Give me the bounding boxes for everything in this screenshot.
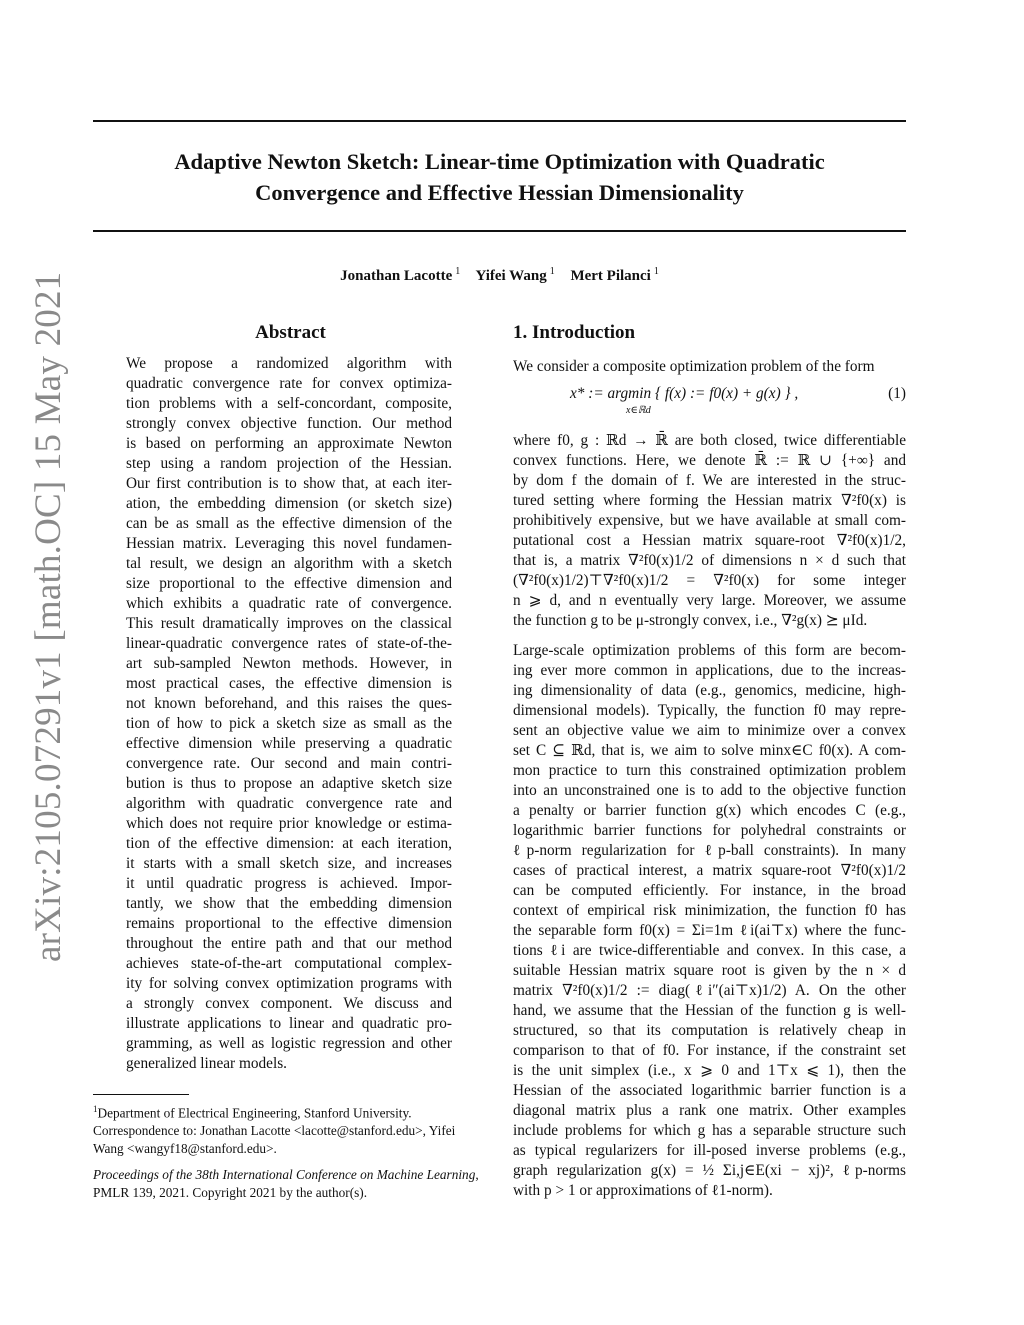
author-affiliation-mark: 1 bbox=[455, 266, 461, 277]
text-line: ity for solving convex optimization programs with bbox=[126, 975, 452, 992]
text-line: can be as small as the effective dimension of the bbox=[126, 515, 452, 532]
abstract-body bbox=[126, 354, 452, 1074]
text-line: gramming, as well as logistic regression and other bbox=[126, 1035, 452, 1052]
text-line: n ⩾ d, and n eventually very large. Moreover, we assume bbox=[513, 592, 906, 609]
text-line: Hessian of the associated logarithmic barrier function is a bbox=[513, 1082, 906, 1099]
author-name: Yifei Wang bbox=[475, 268, 547, 284]
abstract-heading: Abstract bbox=[255, 322, 326, 343]
text-line: strongly convex objective function. Our method bbox=[126, 415, 452, 432]
equation-1 bbox=[513, 385, 906, 421]
footnote bbox=[93, 1100, 488, 1158]
proceedings-note bbox=[93, 1166, 488, 1202]
author-name: Jonathan Lacotte bbox=[340, 268, 453, 284]
text-line: ing ever more common in applications, due to the increas- bbox=[513, 662, 906, 679]
text-line: include problems for which g has a separable structure such bbox=[513, 1122, 906, 1139]
text-line: by dom f the domain of f. We are interested in the struc- bbox=[513, 472, 906, 489]
text-line: is based on performing an approximate Newton bbox=[126, 435, 452, 452]
text-line: context of empirical risk minimization, the function f0 has bbox=[513, 902, 906, 919]
text-line: logarithmic barrier functions for polyhedral constraints or bbox=[513, 822, 906, 839]
text-line: tured setting where forming the Hessian matrix ∇²f0(x) is bbox=[513, 492, 906, 509]
text-line: it until quadratic progress is achieved. Impor- bbox=[126, 875, 452, 892]
equation-expression: x* := argmin { f(x) := f0(x) + g(x) } , bbox=[570, 385, 799, 402]
text-line: is the unit simplex (i.e., x ⩾ 0 and 1⊤x ⩽ 1), then the bbox=[513, 1062, 906, 1079]
top-rule bbox=[93, 120, 906, 122]
text-line: structured, so that its computation is relatively cheap in bbox=[513, 1022, 906, 1039]
text-line: quadratic convergence rate for convex optimiza- bbox=[126, 375, 452, 392]
text-line: convergence rate. Our second and main contri- bbox=[126, 755, 452, 772]
text-line: into an unconstrained one is to add to the objective function bbox=[513, 782, 906, 799]
text-line: art sub-sampled Newton methods. However, in bbox=[126, 655, 452, 672]
text-line: tion of how to pick a sketch size as small as the bbox=[126, 715, 452, 732]
text-line: suitable Hessian matrix square root is given by the n × d bbox=[513, 962, 906, 979]
text-line: matrix ∇²f0(x)1/2 := diag(ℓi″(ai⊤x)1/2) A. On the other bbox=[513, 982, 906, 999]
arxiv-side-stamp: arXiv:2105.07291v1 [math.OC] 15 May 2021 bbox=[28, 271, 69, 962]
text-line: comparison to that of f0. For instance, if the constraint set bbox=[513, 1042, 906, 1059]
text-line: tion of the effective dimension: at each iteration, bbox=[126, 835, 452, 852]
text-line: remains proportional to the effective dimension bbox=[126, 915, 452, 932]
equation-number: (1) bbox=[888, 385, 906, 402]
text-line: that is, a matrix ∇²f0(x)1/2 of dimensions n × d such that bbox=[513, 552, 906, 569]
text-line: a strongly convex component. We discuss and bbox=[126, 995, 452, 1012]
footnote-text: Department of Electrical Engineering, Stanford University. Correspondence to: Jonathan Lacotte <lacotte@stanford.edu>, Yifei Wang <wangyf18@stanford.edu>. bbox=[93, 1105, 456, 1157]
text-line: where f0, g : ℝd → ℝ̄ are both closed, twice differentiable bbox=[513, 432, 906, 449]
text-line: hand, we assume that the Hessian of the function g is well- bbox=[513, 1002, 906, 1019]
text-line: (∇²f0(x)1/2)⊤∇²f0(x)1/2 = ∇²f0(x) for some integer bbox=[513, 572, 906, 589]
text-line: ℓp-norm regularization for ℓp-ball constraints). In many bbox=[513, 842, 906, 859]
text-line: it starts with a small sketch size, and increases bbox=[126, 855, 452, 872]
text-line: set C ⊆ ℝd, that is, we aim to solve minx∈C f0(x). A com- bbox=[513, 742, 906, 759]
title-line: Adaptive Newton Sketch: Linear-time Optimization with Quadratic bbox=[174, 149, 825, 174]
text-line: mon practice to turn this constrained optimization problem bbox=[513, 762, 906, 779]
text-line: ation, the embedding dimension (or sketch size) bbox=[126, 495, 452, 512]
text-line: Hessian matrix. Leveraging this novel fundamen- bbox=[126, 535, 452, 552]
intro-lead: We consider a composite optimization problem of the form bbox=[513, 358, 875, 375]
title-line: Convergence and Effective Hessian Dimensionality bbox=[255, 180, 744, 205]
text-line: graph regularization g(x) = ½ Σi,j∈E(xi − xj)², ℓp-norms bbox=[513, 1162, 906, 1179]
text-line: convex functions. Here, we denote ℝ̄ := ℝ ∪ {+∞} and bbox=[513, 452, 906, 469]
text-line: tal result, we design an algorithm with a sketch bbox=[126, 555, 452, 572]
text-line: sent an objective value we aim to minimize over a convex bbox=[513, 722, 906, 739]
text-line: which exhibits a quadratic rate of convergence. bbox=[126, 595, 452, 612]
text-line: bution is thus to propose an adaptive sketch size bbox=[126, 775, 452, 792]
text-line: the separable form f0(x) = Σi=1m ℓi(ai⊤x) where the func- bbox=[513, 922, 906, 939]
text-line: ing dimensionality of data (e.g., genomics, medicine, high- bbox=[513, 682, 906, 699]
text-line: generalized linear models. bbox=[126, 1055, 287, 1072]
text-line: putational cost a Hessian matrix square-root ∇²f0(x)1/2, bbox=[513, 532, 906, 549]
text-line: which does not require prior knowledge or estima- bbox=[126, 815, 452, 832]
footnote-rule bbox=[93, 1094, 189, 1095]
text-line: dimensional models). Typically, the function f0 may repre- bbox=[513, 702, 906, 719]
text-line: size proportional to the effective dimension and bbox=[126, 575, 452, 592]
text-line: tantly, we show that the embedding dimension bbox=[126, 895, 452, 912]
text-line: cases of practical interest, a matrix square-root ∇²f0(x)1/2 bbox=[513, 862, 906, 879]
text-line: algorithm with quadratic convergence rate and bbox=[126, 795, 452, 812]
text-line: tions ℓi are twice-differentiable and convex. In this case, a bbox=[513, 942, 906, 959]
title-bottom-rule bbox=[93, 230, 906, 232]
intro-paragraph-2 bbox=[513, 641, 906, 1201]
text-line: with p > 1 or approximations of ℓ1-norm). bbox=[513, 1182, 773, 1199]
text-line: can be computed efficiently. For instance, in the broad bbox=[513, 882, 906, 899]
proceedings-rest: , PMLR 139, 2021. Copyright 2021 by the author(s). bbox=[93, 1167, 479, 1200]
text-line: linear-quadratic convergence rates of state-of-the- bbox=[126, 635, 452, 652]
intro-paragraph-1 bbox=[513, 431, 906, 631]
text-line: Our first contribution is to show that, at each iter- bbox=[126, 475, 452, 492]
text-line: Large-scale optimization problems of this form are becom- bbox=[513, 642, 906, 659]
text-line: diagonal matrix plus a rank one matrix. Other examples bbox=[513, 1102, 906, 1119]
text-line: the function g to be μ-strongly convex, i.e., ∇²g(x) ⪰ μId. bbox=[513, 612, 868, 629]
text-line: We propose a randomized algorithm with bbox=[126, 355, 452, 372]
author-list bbox=[93, 266, 906, 285]
text-line: tion problems with a self-concordant, composite, bbox=[126, 395, 452, 412]
paper-title bbox=[93, 146, 906, 208]
text-line: This result dramatically improves on the classical bbox=[126, 615, 452, 632]
text-line: a penalty or barrier function g(x) which encodes C (e.g., bbox=[513, 802, 906, 819]
text-line: illustrate applications to linear and quadratic pro- bbox=[126, 1015, 452, 1032]
text-line: throughout the entire path and that our method bbox=[126, 935, 452, 952]
proceedings-venue: Proceedings of the 38th International Conference on Machine Learning bbox=[93, 1167, 476, 1182]
text-line: prohibitively expensive, but we have available at small com- bbox=[513, 512, 906, 529]
text-line: as typical regularizers for ill-posed inverse problems (e.g., bbox=[513, 1142, 906, 1159]
author-affiliation-mark: 1 bbox=[549, 266, 555, 277]
author-affiliation-mark: 1 bbox=[653, 266, 659, 277]
text-line: most practical cases, the effective dimension is bbox=[126, 675, 452, 692]
text-line: not known beforehand, and this raises the ques- bbox=[126, 695, 452, 712]
footnote-mark: 1 bbox=[93, 1104, 98, 1114]
equation-subscript: x∈ℝd bbox=[626, 405, 651, 416]
text-line: achieves state-of-the-art computational complex- bbox=[126, 955, 452, 972]
author-name: Mert Pilanci bbox=[570, 268, 651, 284]
text-line: effective dimension while preserving a quadratic bbox=[126, 735, 452, 752]
intro-heading: 1. Introduction bbox=[513, 322, 636, 343]
text-line: step using a random projection of the Hessian. bbox=[126, 455, 452, 472]
